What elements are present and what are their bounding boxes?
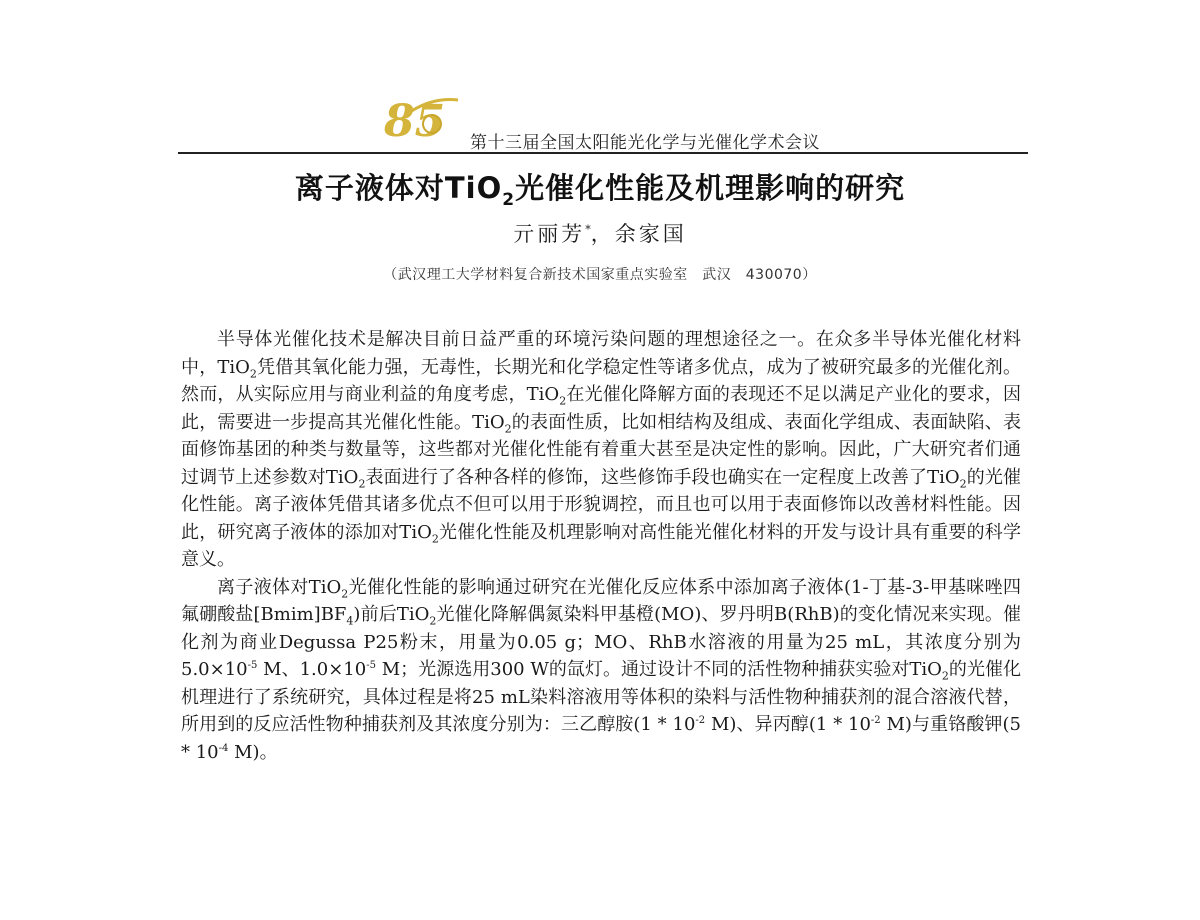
paragraph-1: 半导体光催化技术是解决目前日益严重的环境污染问题的理想途径之一。在众多半导体光催化材料中，TiO$_2$凭借其氧化能力强，无毒性，长期光和化学稳定性等诸多优点，成为了被研究最多的光催化剂。然而，从实际应用与商业利益的角度考虑，TiO$_2$在光催化降解方面的表现还不足以满足产业化的要求，因此，需要进一步提高其光催化性能。TiO$_2$的表面性质，比如相结构及组成、表面化学组成、表面缺陷、表面修饰基团的种类与数量等，这些都对光催化性能有着重大甚至是决定性的影响。因此，广大研究者们通过调节上述参数对TiO$_2$表面进行了各种各样的修饰，这些修饰手段也确实在一定程度上改善了TiO$_2$的光催化性能。离子液体凭借其诸多优点不但可以用于形貌调控，而且也可以用于表面修饰以改善材料性能。因此，研究离子液体的添加对TiO$_2$光催化性能及机理影响对高性能光催化材料的开发与设计具有重要的科学意义。	[181, 329, 1021, 570]
logo-text: 85	[384, 96, 446, 147]
header-divider	[178, 152, 1028, 154]
paragraph-2: 离子液体对TiO$_2$光催化性能的影响通过研究在光催化反应体系中添加离子液体(1-丁基-3-甲基咪唑四氟硼酸盐$[Bmim]BF_4$)前后TiO$_2$光催化降解偶氮染料甲基橙(MO)、罗丹明B(RhB)的变化情况来实现。催化剂为商业Degussa P25粉末，用量为0.05 g；MO、RhB水溶液的用量为25 mL，其浓度分别为$5.0\times 10^{-5}$ M、$1.0\times 10^{-5}$ M；光源选用300 W的氙灯。通过设计不同的活性物种捕获实验对TiO$_2$的光催化机理进行了系统研究，具体过程是将25 mL染料溶液用等体积的染料与活性物种捕获剂的混合溶液代替，所用到的反应活性物种捕获剂及其浓度分别为：三乙醇胺($1 * 10^{-2}$ M)、异丙醇($1 * 10^{-2}$ M)与重铬酸钾($5 * 10^{-4}$ M)。	[181, 576, 1022, 763]
affiliation: （武汉理工大学材料复合新技术国家重点实验室 武汉 430070）	[383, 267, 817, 283]
conference-title: 第十三届全国太阳能光化学与光催化学术会议	[470, 133, 820, 153]
authors: 亓丽芳*，余家国	[513, 222, 687, 246]
anniversary-logo-icon	[380, 92, 460, 148]
paper-title: 离子液体对TiO$_2$光催化性能及机理影响的研究	[294, 171, 906, 210]
abstract-body	[181, 326, 1021, 766]
